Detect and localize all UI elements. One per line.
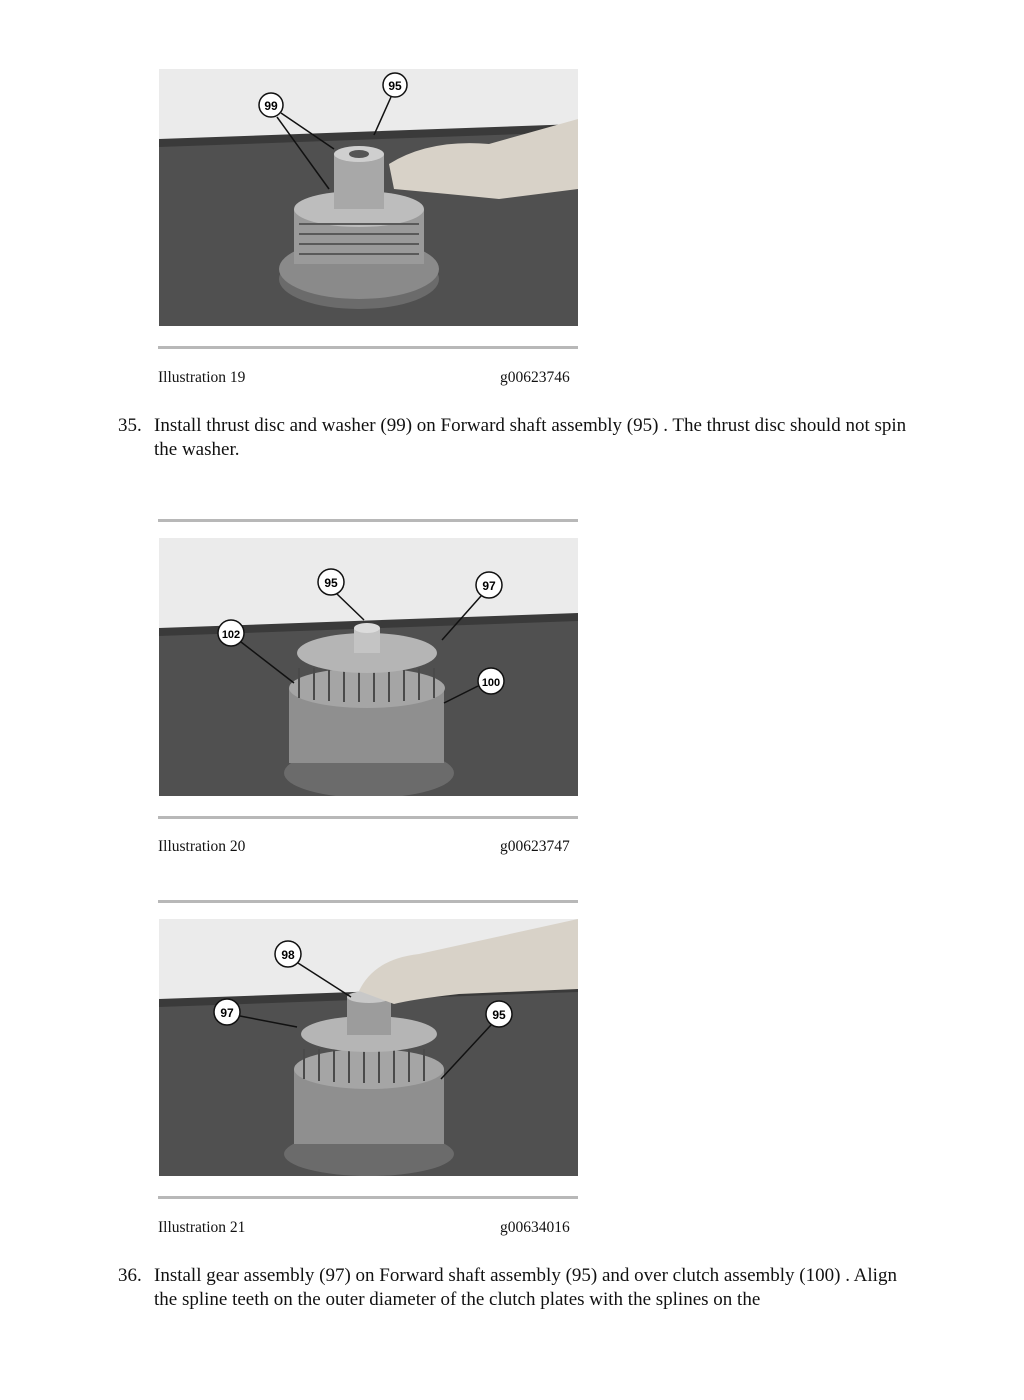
illustration-21-code: g00634016 — [500, 1219, 570, 1236]
step-36-text: Install gear assembly (97) on Forward shaft assembly (95) and over clutch assembly (100) . Align the spline teeth on the outer diameter of the clutch plates with the splines on the — [154, 1265, 897, 1310]
illustration-21-label: Illustration 21 — [158, 1219, 246, 1236]
illustration-20-label: Illustration 20 — [158, 838, 246, 855]
callout-99: 99 — [264, 99, 278, 113]
illustration-19-label: Illustration 19 — [158, 369, 246, 386]
step-35-text: Install thrust disc and washer (99) on Forward shaft assembly (95) . The thrust disc should not spin the washer. — [154, 415, 907, 460]
callout-95: 95 — [492, 1008, 506, 1022]
illustration-21-rule — [158, 1196, 578, 1199]
illustration-20-photo — [159, 538, 578, 796]
illustration-20-code: g00623747 — [500, 838, 570, 855]
illustration-19-code: g00623746 — [500, 369, 570, 386]
illustration-19-photo — [159, 69, 578, 326]
illustration-19-rule — [158, 346, 578, 349]
illustration-20-rule — [158, 816, 578, 819]
callout-102: 102 — [221, 629, 241, 641]
illustration-21-photo — [159, 919, 578, 1176]
callout-95: 95 — [324, 576, 338, 590]
illustration-21-top-rule — [158, 900, 578, 903]
step-35-number: 35. — [118, 415, 142, 436]
callout-98: 98 — [281, 948, 295, 962]
callout-97: 97 — [482, 579, 496, 593]
callout-97: 97 — [220, 1006, 234, 1020]
callout-100: 100 — [481, 677, 501, 689]
step-36-number: 36. — [118, 1265, 142, 1286]
illustration-20-top-rule — [158, 519, 578, 522]
callout-95: 95 — [388, 79, 402, 93]
